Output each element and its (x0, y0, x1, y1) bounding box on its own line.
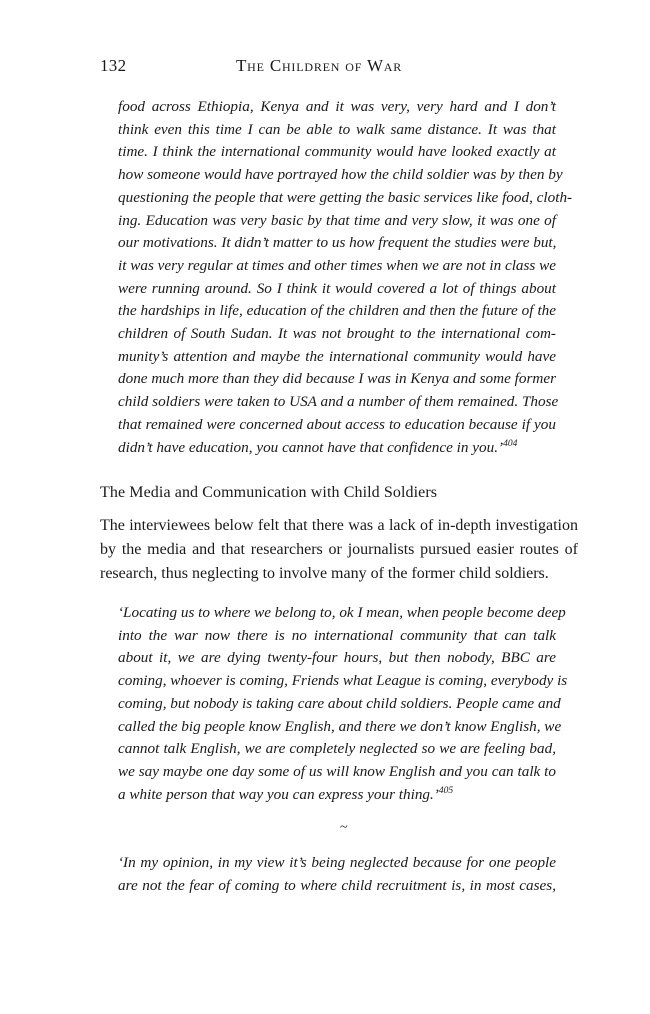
quote-line: cannot talk English, we are completely neglected so we are feeling bad, (118, 740, 556, 758)
block-quote-1 (118, 96, 573, 459)
quote-line: ‘Locating us to where we belong to, ok I mean, when people become deep (118, 604, 566, 621)
quote-line: into the war now there is no international community that can talk (118, 626, 556, 644)
quote-line: are not the fear of coming to where child recruitment is, in most cases, (118, 876, 556, 894)
block-quote-2 (118, 602, 568, 806)
quote-line (118, 784, 556, 807)
section-separator: ~ (340, 820, 348, 835)
paragraph-line: The interviewees below felt that there was a lack of in-depth investigation (100, 517, 578, 534)
quote-line: children of South Sudan. It was not brought to the international com- (118, 325, 556, 343)
quote-line: time. I think the international community would have looked exactly at (118, 143, 556, 161)
quote-line: our motivations. It didn’t matter to us how frequent the studies were but, (118, 234, 557, 252)
quote-line: we say maybe one day some of us will know English and you can talk to (118, 762, 556, 780)
quote-line: coming, but nobody is taking care about child soldiers. People came and (118, 694, 561, 712)
block-quote-3 (118, 852, 556, 897)
quote-line: questioning the people that were getting the basic services like food, cloth- (118, 188, 573, 206)
paragraph-line: research, thus neglecting to involve many of the former child soldiers. (100, 565, 549, 582)
quote-line: think even this time I can be able to walk same distance. It was that (118, 120, 556, 138)
quote-line: the hardships in life, education of the children and then the future of the (118, 302, 556, 320)
quote-line-text: a white person that way you can express your thing.’ (118, 785, 439, 803)
quote-line: that remained were concerned about access to education because if you (118, 415, 556, 433)
section-heading: The Media and Communication with Child Soldiers (100, 484, 438, 501)
footnote-marker: 405 (438, 785, 454, 796)
quote-line: ‘In my opinion, in my view it’s being neglected because for one people (118, 854, 556, 871)
quote-line: how someone would have portrayed how the child soldier was by then by (118, 166, 563, 184)
running-header (100, 56, 578, 80)
quote-line: child soldiers were taken to USA and a number of them remained. Those (118, 393, 559, 411)
quote-line: coming, whoever is coming, Friends what League is coming, everybody is (118, 672, 568, 690)
quote-line: it was very regular at times and other times when we are not in class we (118, 256, 557, 274)
quote-line-text: didn’t have education, you cannot have that confidence in you.’ (118, 438, 504, 456)
quote-line (118, 437, 556, 460)
quote-line: were running around. So I think it would covered a lot of things about (118, 279, 556, 297)
footnote-marker: 404 (503, 438, 518, 449)
running-head-title: The Children of War (236, 56, 403, 75)
quote-line: done much more than they did because I was in Kenya and some former (118, 370, 556, 388)
quote-line: about it, we are dying twenty-four hours, but then nobody, BBC are (118, 649, 556, 667)
quote-line: food across Ethiopia, Kenya and it was very, very hard and I don’t (118, 98, 556, 115)
quote-line: ing. Education was very basic by that time and very slow, it was one of (118, 211, 556, 229)
quote-line: called the big people know English, and there we don’t know English, we (118, 717, 562, 735)
quote-line: munity’s attention and maybe the international community would have (118, 347, 556, 365)
page-number: 132 (100, 56, 127, 75)
paragraph-line: by the media and that researchers or journalists pursued easier routes of (100, 541, 578, 558)
body-paragraph (100, 514, 578, 586)
